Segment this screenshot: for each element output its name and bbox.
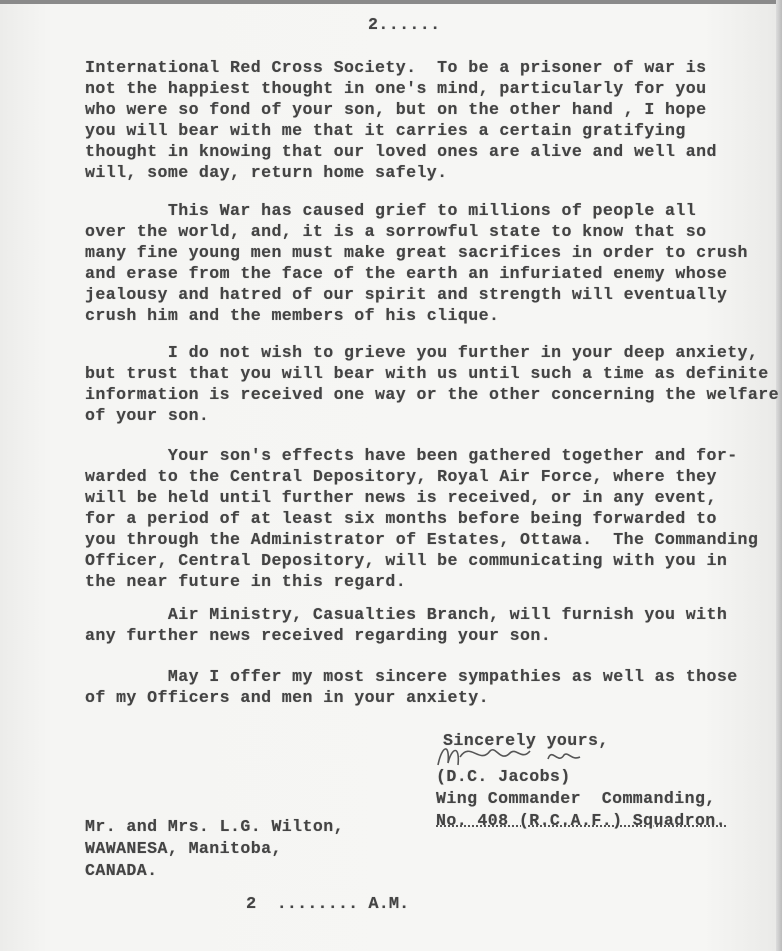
letter-line: Your son's effects have been gathered together and for- xyxy=(85,446,738,465)
scan-top-edge xyxy=(0,0,782,4)
letter-line: who were so fond of your son, but on the other hand , I hope xyxy=(85,100,707,119)
letter-line: International Red Cross Society. To be a prisoner of war is xyxy=(85,58,707,77)
address-line: WAWANESA, Manitoba, xyxy=(85,839,282,858)
letter-line: I do not wish to grieve you further in your deep anxiety, xyxy=(85,343,759,362)
letter-line: over the world, and, it is a sorrowful state to know that so xyxy=(85,222,707,241)
letter-line: any further news received regarding your son. xyxy=(85,626,552,645)
letter-line: you will bear with me that it carries a certain gratifying xyxy=(85,121,686,140)
closing-salutation: Sincerely yours, xyxy=(443,731,609,750)
signatory-title: Wing Commander Commanding, xyxy=(436,789,716,808)
letter-line: This War has caused grief to millions of people all xyxy=(85,201,697,220)
letter-line: warded to the Central Depository, Royal Air Force, where they xyxy=(85,467,717,486)
scan-right-edge xyxy=(776,0,782,951)
letter-line: you through the Administrator of Estates, Ottawa. The Commanding xyxy=(85,530,759,549)
address-line: CANADA. xyxy=(85,861,158,880)
letter-line: for a period of at least six months before being forwarded to xyxy=(85,509,717,528)
signatory-unit: No. 408 (R.C.A.F.) Squadron. xyxy=(436,811,727,830)
letter-line: the near future in this regard. xyxy=(85,572,407,591)
letter-line: will be held until further news is received, or in any event, xyxy=(85,488,717,507)
letter-line: crush him and the members of his clique. xyxy=(85,306,500,325)
letter-line: and erase from the face of the earth an infuriated enemy whose xyxy=(85,264,728,283)
letter-line: many fine young men must make great sacrifices in order to crush xyxy=(85,243,748,262)
received-stamp: 2 ........ A.M. xyxy=(246,895,410,914)
letter-line: of my Officers and men in your anxiety. xyxy=(85,688,489,707)
letter-line: not the happiest thought in one's mind, particularly for you xyxy=(85,79,707,98)
letter-line: will, some day, return home safely. xyxy=(85,163,448,182)
address-line: Mr. and Mrs. L.G. Wilton, xyxy=(85,817,344,836)
letter-line: Officer, Central Depository, will be communicating with you in xyxy=(85,551,728,570)
page-number: 2...... xyxy=(368,15,441,34)
letter-line: information is received one way or the other concerning the welfare xyxy=(85,385,779,404)
letter-line: jealousy and hatred of our spirit and strength will eventually xyxy=(85,285,728,304)
signatory-name: (D.C. Jacobs) xyxy=(436,767,571,786)
letter-line: thought in knowing that our loved ones are alive and well and xyxy=(85,142,717,161)
letter-line: but trust that you will bear with us until such a time as definite xyxy=(85,364,769,383)
letter-line: Air Ministry, Casualties Branch, will furnish you with xyxy=(85,605,728,624)
letter-line: of your son. xyxy=(85,406,210,425)
letter-line: May I offer my most sincere sympathies as well as those xyxy=(85,667,738,686)
